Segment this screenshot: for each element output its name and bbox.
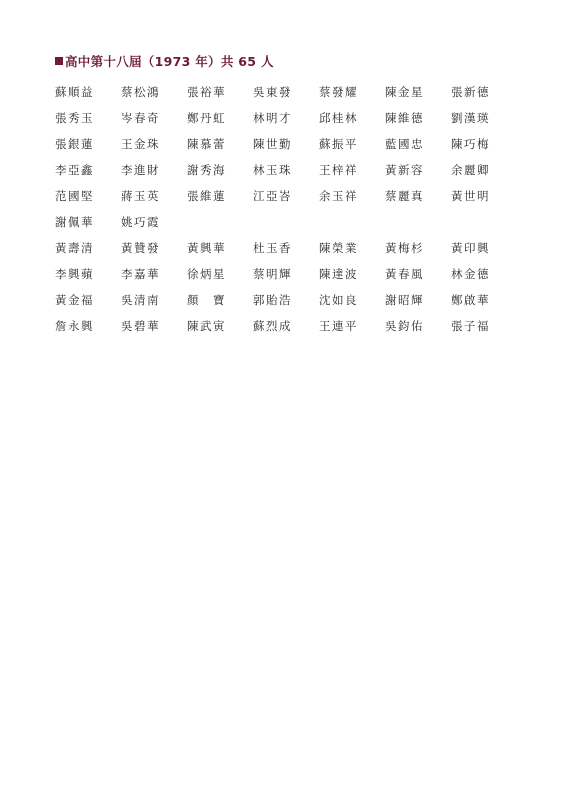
- name-entry: 蘇振平: [319, 137, 358, 151]
- name-entry: 吳鈞佑: [385, 319, 424, 333]
- name-entry: 余麗卿: [451, 163, 490, 177]
- name-entry: 郭貽浩: [253, 293, 292, 307]
- name-entry: 黃春風: [385, 267, 424, 281]
- name-entry: 黃世明: [451, 189, 490, 203]
- name-entry: 林明才: [253, 111, 292, 125]
- name-entry: 謝佩華: [55, 215, 94, 229]
- name-entry: 張子福: [451, 319, 490, 333]
- name-entry: 張維蓮: [187, 189, 226, 203]
- name-entry: 李嘉華: [121, 267, 160, 281]
- name-entry: 張秀玉: [55, 111, 94, 125]
- name-entry: 蔣玉英: [121, 189, 160, 203]
- name-entry: 謝秀海: [187, 163, 226, 177]
- name-entry: 蔡麗真: [385, 189, 424, 203]
- name-entry: 陳維德: [385, 111, 424, 125]
- name-entry: 黃興華: [187, 241, 226, 255]
- name-entry: 范國堅: [55, 189, 94, 203]
- name-entry: 陳世勤: [253, 137, 292, 151]
- name-entry: 余玉祥: [319, 189, 358, 203]
- name-entry: 王梓祥: [319, 163, 358, 177]
- name-entry: 顏 寶: [187, 293, 226, 307]
- name-entry: 藍國忠: [385, 137, 424, 151]
- name-entry: 陳達波: [319, 267, 358, 281]
- name-entry: 徐炳星: [187, 267, 226, 281]
- name-entry: 李興蘋: [55, 267, 94, 281]
- name-list: [55, 79, 515, 339]
- name-entry: 陳金星: [385, 85, 424, 99]
- name-entry: 邱桂林: [319, 111, 358, 125]
- section-heading: [55, 52, 274, 70]
- name-entry: 黃印興: [451, 241, 490, 255]
- name-entry: 黃壽清: [55, 241, 94, 255]
- name-entry: 黃贊發: [121, 241, 160, 255]
- name-entry: 王連平: [319, 319, 358, 333]
- name-entry: 林金德: [451, 267, 490, 281]
- name-entry: 蘇順益: [55, 85, 94, 99]
- name-entry: 杜玉香: [253, 241, 292, 255]
- name-entry: 蔡發耀: [319, 85, 358, 99]
- name-entry: 吳碧華: [121, 319, 160, 333]
- name-entry: 蘇烈成: [253, 319, 292, 333]
- name-entry: 謝昭輝: [385, 293, 424, 307]
- name-entry: 沈如良: [319, 293, 358, 307]
- name-entry: 林玉珠: [253, 163, 292, 177]
- name-entry: 蔡明輝: [253, 267, 292, 281]
- name-entry: 王金珠: [121, 137, 160, 151]
- name-entry: 江亞峇: [253, 189, 292, 203]
- black-square-icon: [55, 57, 63, 65]
- name-entry: 鄭啟華: [451, 293, 490, 307]
- name-entry: 陳武寅: [187, 319, 226, 333]
- name-entry: 蔡松鴻: [121, 85, 160, 99]
- name-entry: 劉漢瑛: [451, 111, 490, 125]
- name-entry: 吳清南: [121, 293, 160, 307]
- name-entry: 詹永興: [55, 319, 94, 333]
- name-entry: 黃梅杉: [385, 241, 424, 255]
- name-entry: 李亞鑫: [55, 163, 94, 177]
- name-entry: 張新德: [451, 85, 490, 99]
- name-entry: 黃新容: [385, 163, 424, 177]
- name-entry: 黃金福: [55, 293, 94, 307]
- name-entry: 陳榮業: [319, 241, 358, 255]
- name-entry: 陳慕蕾: [187, 137, 226, 151]
- name-entry: 岑春奇: [121, 111, 160, 125]
- name-entry: 陳巧梅: [451, 137, 490, 151]
- name-entry: 姚巧霞: [121, 215, 160, 229]
- section-title: 高中第十八屆（1973 年）共 65 人: [65, 54, 274, 69]
- name-entry: 張銀蓮: [55, 137, 94, 151]
- name-entry: 李進財: [121, 163, 160, 177]
- name-entry: 鄭丹虹: [187, 111, 226, 125]
- name-entry: 張裕華: [187, 85, 226, 99]
- name-entry: 吳東發: [253, 85, 292, 99]
